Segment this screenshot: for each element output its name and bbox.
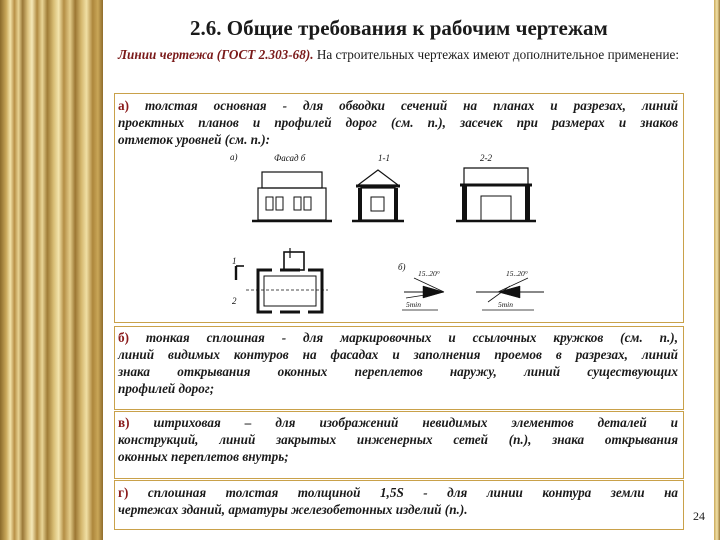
item-b [118,329,678,397]
fig-smin-2: 5min [498,300,513,309]
item-v [118,414,678,465]
page-title: 2.6. Общие требования к рабочим чертежам [190,16,608,40]
item-v-label: в) [118,415,130,430]
item-v-line: штриховая – для изображений невидимых элементов деталей и [153,415,678,430]
fig-angle-2: 15..20° [506,269,528,278]
item-b-label: б) [118,330,129,345]
intro-emphasis: Линии чертежа (ГОСТ 2.303-68). [118,47,314,62]
fig-section1-label: 1-1 [378,153,390,163]
page-number: 24 [693,509,705,523]
item-a-line: проектных планов и профилей дорог (см. п.), засечек при размерах и знаков [118,115,678,130]
item-b-line: профилей дорог; [118,381,215,396]
intro-paragraph [118,46,688,63]
item-g-line: чертежах зданий, арматуры железобетонных изделий (п.). [118,502,468,517]
item-a-line: отметок уровней (см. п.): [118,132,271,147]
facade-elevation [252,172,332,221]
fig-facade-label: Фасад б [274,153,306,163]
fig-cut-mark-2: 2 [232,296,237,306]
section-2-2 [456,168,536,221]
item-b-line: тонкая сплошная - для маркировочных и ссылочных кружков (см. п.), [145,330,678,345]
fig-section2-label: 2-2 [480,153,492,163]
decorative-gold-edge [714,0,720,540]
item-v-line: конструкций, линий закрытых инженерных сетей (п.), знака открывания [118,432,678,447]
angle-detail-2 [476,269,544,310]
fig-label-b: б) [398,262,406,272]
floor-plan [232,248,328,312]
item-a-label: а) [118,98,129,113]
item-b-line: знака открывания оконных переплетов наружу, линий существующих [118,364,678,379]
angle-detail-1 [402,269,444,310]
item-a [118,97,678,148]
fig-smin-1: 5min [406,300,421,309]
decorative-gold-frame [0,0,103,540]
item-v-line: оконных переплетов внутрь; [118,449,289,464]
item-b-line: линий видимых контуров на фасадах и заполнения проемов в разрезах, линий [118,347,678,362]
section-1-1 [352,170,404,221]
item-a-line: толстая основная - для обводки сечений на планах и разрезах, линий [145,98,678,113]
fig-cut-mark-1: 1 [232,256,237,266]
item-g-line: сплошная толстая толщиной 1,5S - для линии контура земли на [147,485,679,500]
intro-text: На строительных чертежах имеют дополнительное применение: [313,47,680,62]
item-g [118,484,678,518]
line-types-drawing [228,152,558,317]
fig-label-a: а) [230,152,238,162]
item-g-label: г) [118,485,129,500]
fig-angle-1: 15..20° [418,269,440,278]
